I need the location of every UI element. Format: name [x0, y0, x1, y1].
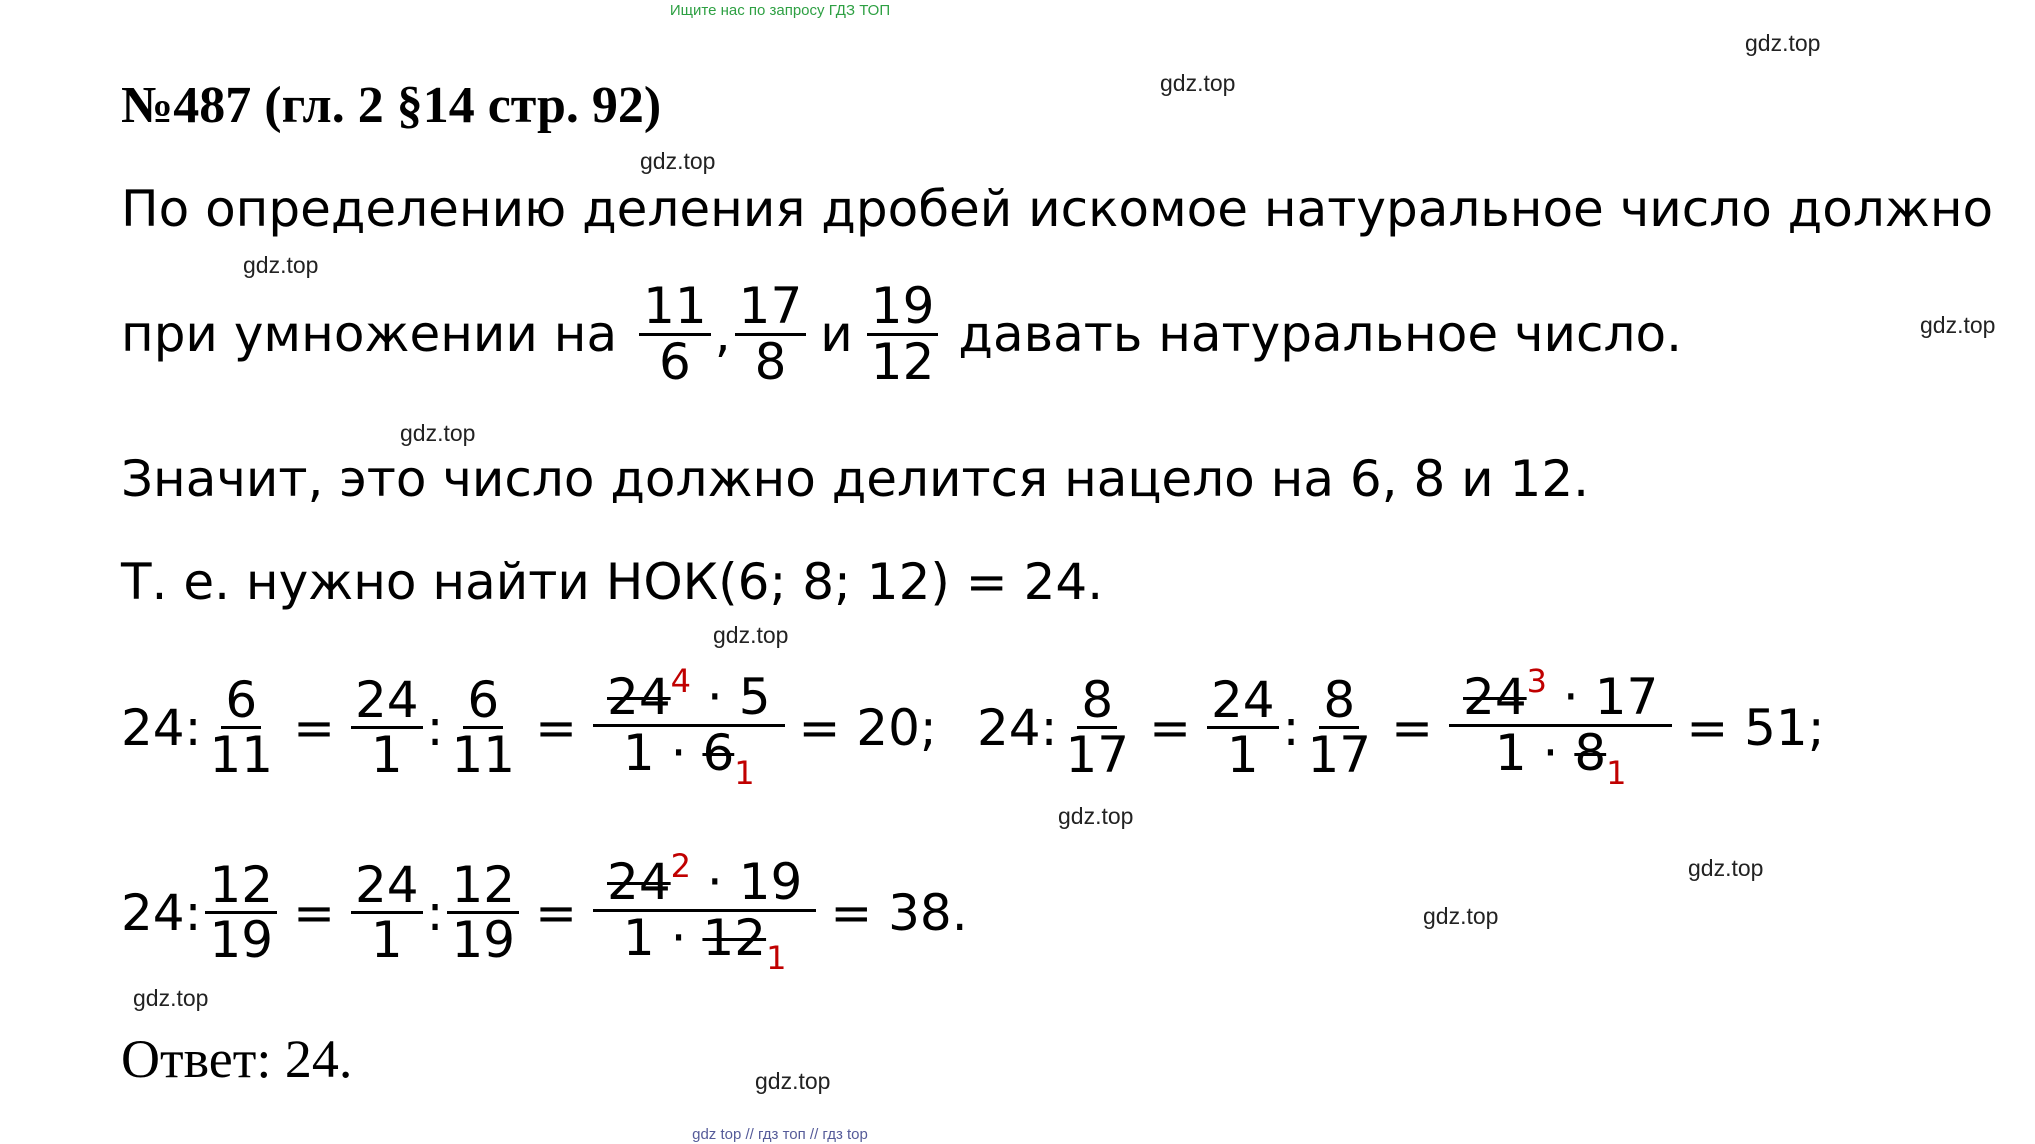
- fraction: [351, 855, 423, 970]
- denominator-prefix: 1 ·: [1494, 723, 1559, 782]
- numerator: 6: [463, 674, 503, 730]
- denominator: 17: [1065, 726, 1130, 785]
- numerator: [1449, 662, 1672, 727]
- conjunction: и: [820, 305, 853, 363]
- comma: ,: [714, 305, 731, 363]
- fraction: [1207, 670, 1279, 785]
- watermark: gdz.top: [243, 252, 319, 278]
- denominator: 12: [870, 332, 935, 391]
- numerator: 24: [351, 674, 423, 730]
- crossed-number: 6: [702, 723, 735, 782]
- result: = 20;: [798, 698, 937, 757]
- reduced-value: 1: [734, 753, 755, 792]
- denominator: [619, 908, 791, 977]
- equals-sign: =: [1391, 698, 1434, 757]
- calculation-3: [121, 847, 968, 977]
- text-line-2: [121, 277, 1682, 391]
- fraction: [593, 662, 785, 792]
- dividend: 24:: [977, 698, 1058, 757]
- numerator: 19: [867, 280, 939, 336]
- numerator: 8: [1077, 674, 1117, 730]
- fraction: [867, 277, 939, 391]
- watermark: gdz.top: [1688, 855, 1764, 881]
- numerator: 6: [221, 674, 261, 730]
- numerator: [593, 662, 785, 727]
- reduced-value: 1: [766, 938, 787, 977]
- fraction: [639, 277, 711, 391]
- fraction: [593, 847, 816, 977]
- watermark: gdz.top: [1920, 312, 1996, 338]
- reduced-value: 2: [670, 847, 691, 885]
- answer: Ответ: 24.: [121, 1029, 353, 1089]
- crossed-number: 24: [607, 668, 671, 726]
- fraction: [1061, 670, 1133, 785]
- watermark: gdz.top: [400, 420, 476, 446]
- problem-title: №487 (гл. 2 §14 стр. 92): [121, 77, 662, 134]
- denominator: 6: [659, 332, 691, 391]
- numerator: 12: [447, 859, 519, 915]
- numerator: 11: [639, 280, 711, 336]
- denominator: 8: [754, 332, 787, 391]
- denominator: [1491, 723, 1631, 792]
- numerator-rest: · 17: [1562, 668, 1659, 726]
- fraction: [447, 670, 519, 785]
- line2-prefix: при умножении на: [121, 305, 618, 363]
- denominator: 1: [370, 726, 403, 785]
- denominator: 1: [370, 911, 403, 970]
- equals-sign: =: [535, 883, 578, 942]
- numerator: 24: [351, 859, 423, 915]
- dividend: 24:: [121, 883, 202, 942]
- watermark: gdz.top: [713, 622, 789, 648]
- fraction: [1303, 670, 1375, 785]
- reduced-value: 1: [1606, 753, 1627, 792]
- colon: :: [426, 883, 444, 942]
- fraction: [205, 670, 277, 785]
- crossed-number: 24: [607, 853, 671, 911]
- text-line-4: Т. е. нужно найти НОК(6; 8; 12) = 24.: [121, 553, 1104, 611]
- reduced-value: 3: [1526, 662, 1547, 700]
- colon: :: [426, 698, 444, 757]
- top-banner: Ищите нас по запросу ГДЗ ТОП: [669, 2, 891, 19]
- fraction: [447, 855, 519, 970]
- fraction: [205, 855, 277, 970]
- watermark: gdz.top: [1745, 30, 1821, 56]
- calculation-1: [121, 662, 937, 792]
- equals-sign: =: [293, 698, 335, 757]
- denominator: [619, 723, 759, 792]
- denominator-prefix: 1 ·: [622, 723, 687, 782]
- bottom-banner: gdz top // гдз топ // гдз top: [692, 1126, 868, 1143]
- calculation-2: [977, 662, 1825, 792]
- crossed-number: 8: [1574, 723, 1607, 782]
- watermark: gdz.top: [1058, 803, 1134, 829]
- equals-sign: =: [293, 883, 335, 942]
- line2-suffix: давать натуральное число.: [958, 305, 1682, 363]
- dividend: 24:: [121, 698, 202, 757]
- numerator: 17: [735, 280, 807, 336]
- fraction: [351, 670, 423, 785]
- watermark: gdz.top: [133, 985, 209, 1011]
- denominator: 11: [451, 726, 516, 785]
- watermark: gdz.top: [755, 1068, 831, 1094]
- denominator: 17: [1307, 726, 1372, 785]
- result: = 51;: [1686, 698, 1825, 757]
- watermark: gdz.top: [1423, 903, 1499, 929]
- numerator: 12: [205, 859, 277, 915]
- denominator: 19: [451, 911, 516, 970]
- numerator: [593, 847, 816, 912]
- watermark: gdz.top: [1160, 70, 1236, 96]
- crossed-number: 24: [1463, 668, 1527, 726]
- denominator: 1: [1226, 726, 1259, 785]
- text-line-1: По определению деления дробей искомое натуральное число должно: [121, 180, 1994, 238]
- denominator-prefix: 1 ·: [622, 908, 687, 967]
- numerator: 8: [1319, 674, 1359, 730]
- crossed-number: 12: [702, 908, 767, 967]
- numerator-rest: · 19: [706, 853, 803, 911]
- text-line-3: Значит, это число должно делится нацело на 6, 8 и 12.: [121, 450, 1590, 508]
- equals-sign: =: [1149, 698, 1191, 757]
- fraction: [735, 277, 807, 391]
- fraction: [1449, 662, 1672, 792]
- result: = 38.: [830, 883, 968, 942]
- equals-sign: =: [535, 698, 578, 757]
- denominator: 11: [209, 726, 274, 785]
- numerator-rest: · 5: [706, 668, 771, 726]
- colon: :: [1282, 698, 1300, 757]
- watermark: gdz.top: [640, 148, 716, 174]
- denominator: 19: [209, 911, 274, 970]
- reduced-value: 4: [670, 662, 691, 700]
- numerator: 24: [1207, 674, 1279, 730]
